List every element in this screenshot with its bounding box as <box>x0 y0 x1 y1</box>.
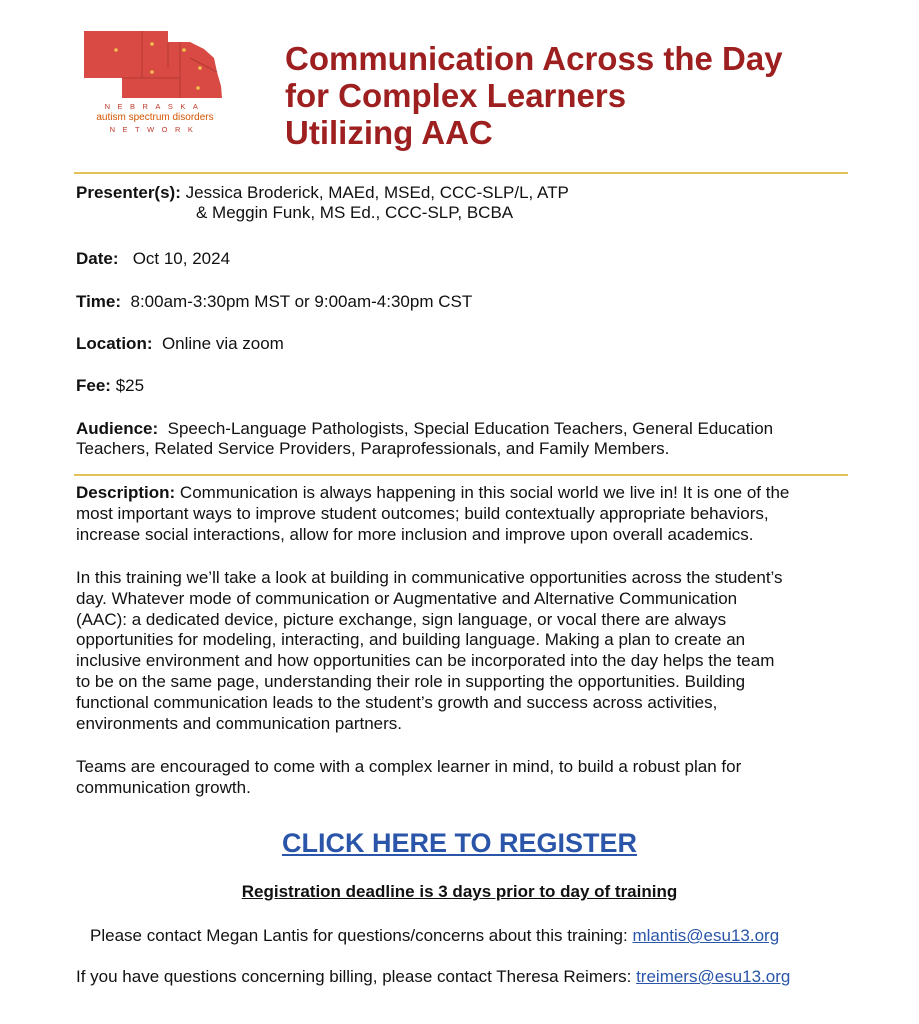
contact-training <box>90 926 779 946</box>
location-value: Online via zoom <box>161 334 284 353</box>
location-field <box>76 334 848 354</box>
description-paragraph-1 <box>76 483 848 545</box>
presenters-field <box>76 183 848 223</box>
fee-value: $25 <box>115 376 145 395</box>
description-paragraph-3 <box>76 757 848 799</box>
page-title <box>285 40 885 151</box>
description-p2-line: inclusive environment and how opportunities can be incorporated into the day helps the team <box>76 651 775 671</box>
description-p2-line: environments and communication partners. <box>76 713 402 733</box>
presenters-line-2: & Meggin Funk, MS Ed., CCC-SLP, BCBA <box>196 203 514 222</box>
contact-billing <box>76 967 790 987</box>
title-line-1: Communication Across the Day <box>285 40 783 77</box>
registration-deadline: Registration deadline is 3 days prior to day of training <box>241 882 678 901</box>
presenters-line-1: Jessica Broderick, MAEd, MSEd, CCC-SLP/L, ATP <box>185 183 569 202</box>
nebraska-map-icon <box>80 28 230 100</box>
time-field <box>76 292 848 312</box>
description-p1-line-3: increase social interactions, allow for more inclusion and improve upon overall academics. <box>76 524 754 544</box>
time-value: 8:00am-3:30pm MST or 9:00am-4:30pm CST <box>130 292 473 311</box>
logo-text-asd: autism spectrum disorders <box>96 112 214 123</box>
description-p2-line: functional communication leads to the student’s growth and success across activities, <box>76 692 718 712</box>
contact-billing-email-link[interactable]: treimers@esu13.org <box>636 967 791 986</box>
description-p1-line-1: Communication is always happening in this social world we live in! It is one of the <box>179 483 790 502</box>
description-p3-line: communication growth. <box>76 777 251 797</box>
fee-field <box>76 376 848 396</box>
contact-training-text: Please contact Megan Lantis for questions/concerns about this training: <box>90 926 628 945</box>
description-p3-line: Teams are encouraged to come with a complex learner in mind, to build a robust plan for <box>76 757 742 776</box>
contact-billing-text: If you have questions concerning billing, please contact Theresa Reimers: <box>76 967 632 986</box>
divider-middle <box>74 474 848 476</box>
description-p2-line: to be on the same page, understanding their role in supporting the opportunities. Building <box>76 671 746 691</box>
description-p2-line: (AAC): a dedicated device, picture exchange, sign language, or vocal there are always <box>76 609 727 629</box>
logo-text-network: NETWORK <box>109 125 201 134</box>
register-link[interactable]: CLICK HERE TO REGISTER <box>281 828 638 858</box>
fee-label: Fee: <box>76 376 111 395</box>
nebraska-asd-network-logo <box>80 28 230 140</box>
date-label: Date: <box>76 249 119 268</box>
location-label: Location: <box>76 334 153 353</box>
divider-top <box>74 172 848 174</box>
description-p2-line: opportunities for modeling, interacting, and building language. Making a plan to create an <box>76 630 746 650</box>
title-line-2: for Complex Learners <box>285 77 627 114</box>
contact-training-email-link[interactable]: mlantis@esu13.org <box>632 926 780 945</box>
logo-text-nebraska: NEBRASKA <box>104 102 206 111</box>
date-field <box>76 249 848 269</box>
audience-field <box>76 419 848 459</box>
description-p1-line-2: most important ways to improve student outcomes; build contextually appropriate behaviors, <box>76 503 769 523</box>
time-label: Time: <box>76 292 122 311</box>
audience-line-1: Speech-Language Pathologists, Special Education Teachers, General Education <box>167 419 774 438</box>
description-p2-line: In this training we’ll take a look at building in communicative opportunities across the student’s <box>76 568 783 587</box>
audience-label: Audience: <box>76 419 159 438</box>
audience-line-2: Teachers, Related Service Providers, Paraprofessionals, and Family Members. <box>76 439 670 458</box>
description-label: Description: <box>76 483 176 502</box>
presenters-label: Presenter(s): <box>76 183 181 202</box>
title-line-3: Utilizing AAC <box>285 114 493 151</box>
date-value: Oct 10, 2024 <box>132 249 231 268</box>
description-p2-line: day. Whatever mode of communication or Augmentative and Alternative Communication <box>76 588 738 608</box>
description-paragraph-2 <box>76 568 848 734</box>
